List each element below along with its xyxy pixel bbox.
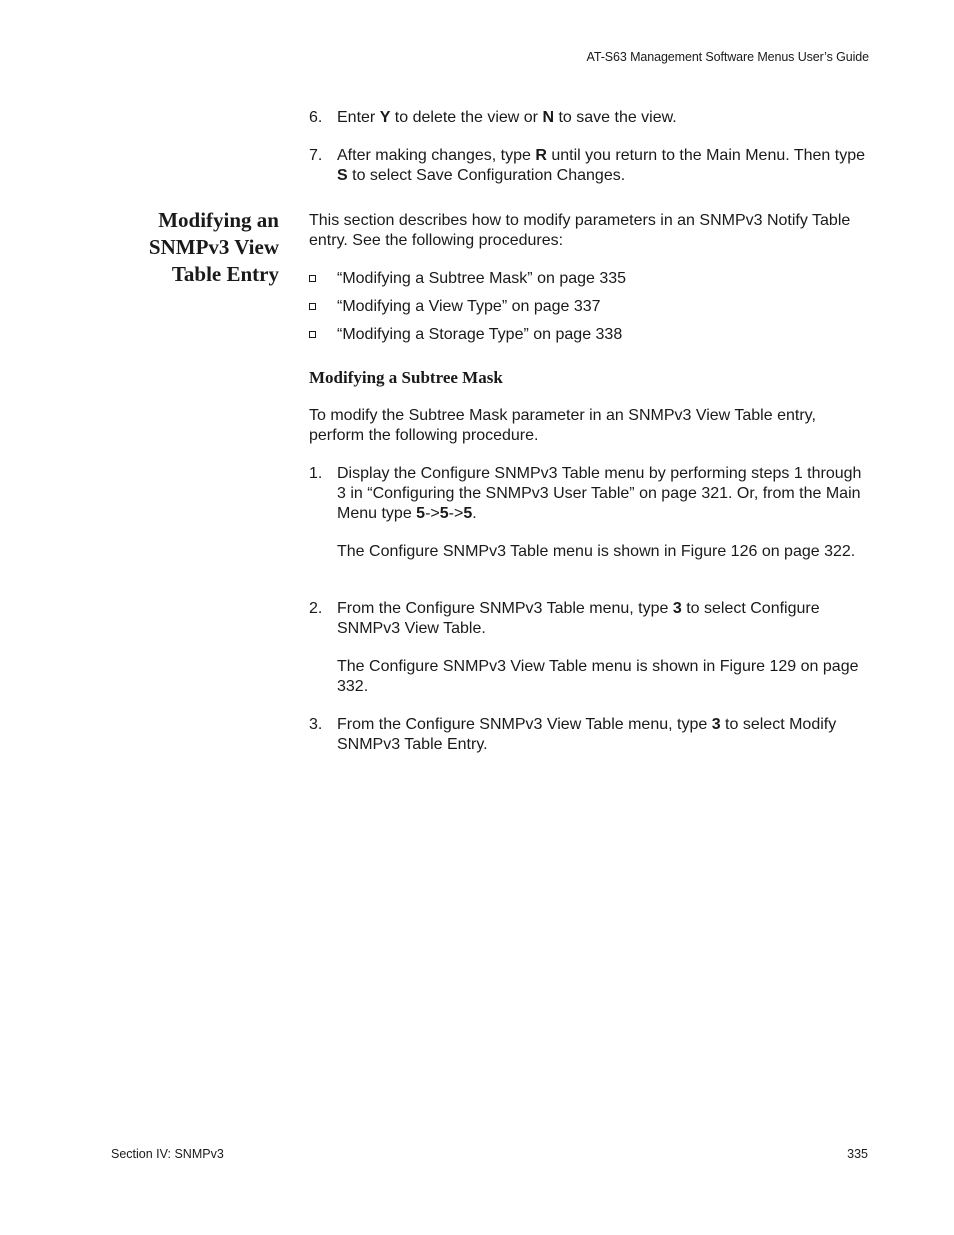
running-header: AT-S63 Management Software Menus User’s Guide	[586, 50, 869, 64]
link-item: “Modifying a View Type” on page 337	[309, 297, 874, 317]
page-number: 335	[847, 1147, 868, 1161]
step-3	[309, 715, 874, 755]
step-number: 2.	[309, 600, 323, 617]
checkbox-bullet-icon	[309, 331, 316, 338]
step-text: From the Configure SNMPv3 Table menu, type 3 to select Configure SNMPv3 View Table.	[337, 600, 820, 637]
step-2	[309, 599, 874, 639]
section-intro: This section describes how to modify parameters in an SNMPv3 Notify Table entry. See the following procedures:	[309, 212, 851, 249]
step-text: After making changes, type R until you return to the Main Menu. Then type S to select Save Configuration Changes.	[337, 147, 865, 184]
checkbox-bullet-icon	[309, 303, 316, 310]
step-number: 1.	[309, 465, 323, 482]
subsection-heading: Modifying a Subtree Mask	[309, 368, 503, 387]
step-6	[309, 108, 874, 128]
section-heading: Modifying an SNMPv3 View Table Entry	[148, 208, 279, 286]
step-number: 3.	[309, 716, 323, 733]
footer-section: Section IV: SNMPv3	[111, 1147, 224, 1161]
link-item: “Modifying a Storage Type” on page 338	[309, 325, 874, 345]
checkbox-bullet-icon	[309, 275, 316, 282]
step-number: 6.	[309, 109, 323, 126]
step-text: Enter Y to delete the view or N to save the view.	[337, 109, 677, 126]
step-number: 7.	[309, 147, 323, 164]
step-text: Display the Configure SNMPv3 Table menu by performing steps 1 through 3 in “Configuring the SNMPv3 User Table” on page 321. Or, from the Main Menu type 5->5->5.	[337, 465, 862, 522]
link-item: “Modifying a Subtree Mask” on page 335	[309, 269, 874, 289]
step-text: From the Configure SNMPv3 View Table menu, type 3 to select Modify SNMPv3 Table Entry.	[337, 716, 837, 753]
step-note: The Configure SNMPv3 View Table menu is shown in Figure 129 on page 332.	[337, 658, 859, 695]
step-7	[309, 146, 874, 186]
subsection-intro: To modify the Subtree Mask parameter in an SNMPv3 View Table entry, perform the following procedure.	[309, 407, 816, 444]
step-1	[309, 464, 874, 524]
step-note: The Configure SNMPv3 Table menu is shown in Figure 126 on page 322.	[337, 543, 856, 560]
